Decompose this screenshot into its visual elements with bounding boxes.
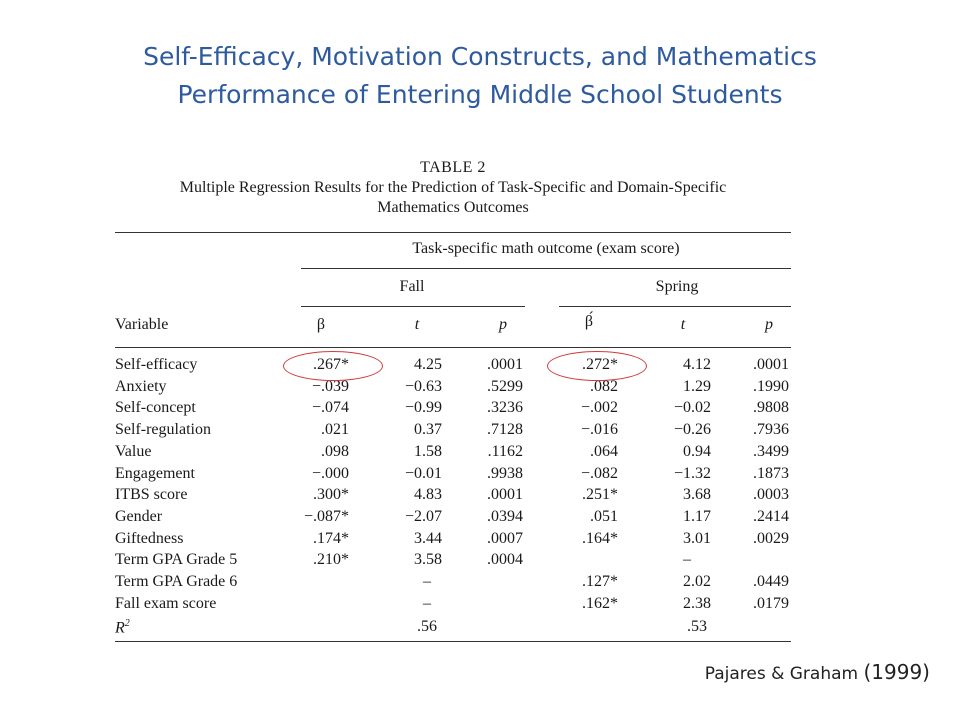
table-caption [115, 158, 791, 218]
spring-t-header: t [680, 316, 686, 333]
spring-beta-cell: .064 [590, 442, 618, 460]
fall-beta-cell: .174* [313, 529, 349, 547]
spring-header: Spring [655, 278, 699, 295]
spring-t-cell: 1.17 [683, 507, 711, 525]
variable-cell: Anxiety [115, 377, 167, 395]
bottom-rule [115, 641, 791, 642]
r2-row [115, 618, 791, 640]
variable-cell: Fall exam score [115, 594, 217, 612]
header-bottom-rule [115, 347, 791, 348]
spring-p-cell: .9808 [753, 399, 789, 417]
highlight-ellipse-fall [283, 351, 383, 381]
spring-beta-cell: −.082 [580, 464, 618, 482]
fall-p-cell: .5299 [487, 377, 523, 395]
regression-table [115, 158, 791, 637]
spring-p-cell: .3499 [753, 442, 789, 460]
variable-cell: Term GPA Grade 6 [115, 573, 238, 590]
fall-t-cell: 0.37 [414, 421, 442, 439]
fall-p-header: p [499, 316, 507, 333]
spring-p-cell: .0003 [753, 486, 789, 504]
table-caption-line-2: Mathematics Outcomes [377, 199, 529, 216]
fall-t-cell: – [423, 573, 431, 590]
highlight-ellipse-spring [547, 351, 647, 381]
table-row [115, 465, 791, 487]
table-row [115, 443, 791, 465]
fall-p-cell: .9938 [487, 464, 523, 482]
fall-rule [301, 306, 525, 307]
citation-authors: Pajares & Graham [704, 664, 859, 684]
spring-p-cell: .7936 [753, 421, 789, 439]
slide-title-line-2: Performance of Entering Middle School Students [177, 80, 783, 109]
fall-p-cell: .7128 [487, 421, 523, 439]
table-row [115, 399, 791, 421]
variable-cell: Self-efficacy [115, 356, 198, 373]
spring-t-cell: 2.38 [683, 594, 711, 612]
spring-t-cell: 4.12 [683, 356, 711, 373]
citation-year: (1999) [863, 660, 930, 684]
spring-beta-cell: .127* [582, 573, 618, 590]
table-row [115, 595, 791, 617]
table-caption-line-1: Multiple Regression Results for the Prediction of Task-Specific and Domain-Specific [179, 179, 727, 196]
variable-cell: Value [115, 442, 152, 460]
spring-t-cell: 2.02 [683, 573, 711, 590]
fall-beta-cell: −.039 [311, 377, 349, 395]
spring-beta-header: β́ [584, 313, 594, 330]
spring-beta-cell: −.016 [580, 421, 618, 439]
spring-p-header: p [765, 316, 773, 333]
spring-p-cell: .1873 [753, 464, 789, 482]
table-row [115, 378, 791, 400]
r2-spring: .53 [687, 618, 707, 635]
table-row [115, 508, 791, 530]
fall-p-cell: .1162 [487, 442, 523, 460]
spring-p-cell: .0029 [753, 529, 789, 547]
table-row [115, 551, 791, 573]
variable-cell: Giftedness [115, 529, 184, 547]
citation [705, 660, 930, 684]
fall-p-cell: .0394 [487, 507, 523, 525]
fall-t-cell: 1.58 [414, 442, 442, 460]
variable-cell: Engagement [115, 464, 195, 482]
spring-p-cell: .0001 [753, 356, 789, 373]
fall-p-cell: .3236 [487, 399, 523, 417]
spring-beta-cell: .051 [590, 507, 618, 525]
fall-t-header: t [414, 316, 420, 333]
spring-beta-cell: .251* [582, 486, 618, 504]
table-row [115, 421, 791, 443]
fall-t-cell: 3.58 [414, 551, 442, 569]
fall-beta-cell: −.074 [311, 399, 349, 417]
fall-beta-cell: −.087* [303, 507, 349, 525]
r2-label: $R^2$ [115, 618, 130, 637]
r2-fall: .56 [417, 618, 437, 635]
spanner-header: Task-specific math outcome (exam score) [412, 240, 680, 257]
spring-t-cell: 3.01 [683, 529, 711, 547]
fall-beta-cell: .098 [321, 442, 349, 460]
spring-beta-cell: −.002 [580, 399, 618, 417]
table-row [115, 573, 791, 595]
table-row [115, 530, 791, 552]
fall-t-cell: −0.63 [404, 377, 442, 395]
fall-beta-cell: .210* [313, 551, 349, 569]
table-row [115, 356, 791, 378]
spring-beta-cell: .272* [582, 356, 618, 373]
spring-rule [559, 306, 791, 307]
slide-title-line-1: Self-Efficacy, Motivation Constructs, and Mathematics [143, 42, 817, 71]
spring-t-cell: −0.26 [673, 421, 711, 439]
variable-header: Variable [115, 316, 169, 333]
fall-t-cell: −0.01 [404, 464, 442, 482]
fall-t-cell: 3.44 [414, 529, 442, 547]
spring-beta-cell: .164* [582, 529, 618, 547]
fall-beta-header: β [316, 316, 326, 333]
variable-cell: Gender [115, 507, 163, 525]
variable-cell: Self-concept [115, 399, 196, 417]
spanner-rule [301, 268, 791, 269]
variable-cell: Term GPA Grade 5 [115, 551, 238, 569]
spring-beta-cell: .082 [590, 377, 618, 395]
fall-beta-cell: .300* [313, 486, 349, 504]
variable-cell: ITBS score [115, 486, 188, 504]
fall-header: Fall [399, 278, 425, 295]
spring-p-cell: .2414 [753, 507, 789, 525]
variable-cell: Self-regulation [115, 421, 211, 439]
fall-p-cell: .0001 [487, 486, 523, 504]
fall-p-cell: .0007 [487, 529, 523, 547]
top-rule [115, 232, 791, 233]
fall-t-cell: 4.25 [414, 356, 442, 373]
fall-beta-cell: .021 [321, 421, 349, 439]
slide-title [0, 38, 960, 114]
table-row [115, 486, 791, 508]
spring-t-cell: 0.94 [683, 442, 711, 460]
spring-p-cell: .0449 [753, 573, 789, 590]
spring-beta-cell: .162* [582, 594, 618, 612]
spring-t-cell: – [683, 551, 691, 569]
fall-p-cell: .0004 [487, 551, 523, 569]
fall-t-cell: 4.83 [414, 486, 442, 504]
spring-p-cell: .0179 [753, 594, 789, 612]
fall-t-cell: −2.07 [404, 507, 442, 525]
fall-t-cell: – [423, 594, 431, 612]
spring-t-cell: 1.29 [683, 377, 711, 395]
spring-p-cell: .1990 [753, 377, 789, 395]
table-number: TABLE 2 [420, 159, 486, 176]
fall-beta-cell: .267* [313, 356, 349, 373]
fall-p-cell: .0001 [487, 356, 523, 373]
spring-t-cell: 3.68 [683, 486, 711, 504]
fall-t-cell: −0.99 [404, 399, 442, 417]
fall-beta-cell: −.000 [311, 464, 349, 482]
spring-t-cell: −0.02 [673, 399, 711, 417]
spring-t-cell: −1.32 [673, 464, 711, 482]
